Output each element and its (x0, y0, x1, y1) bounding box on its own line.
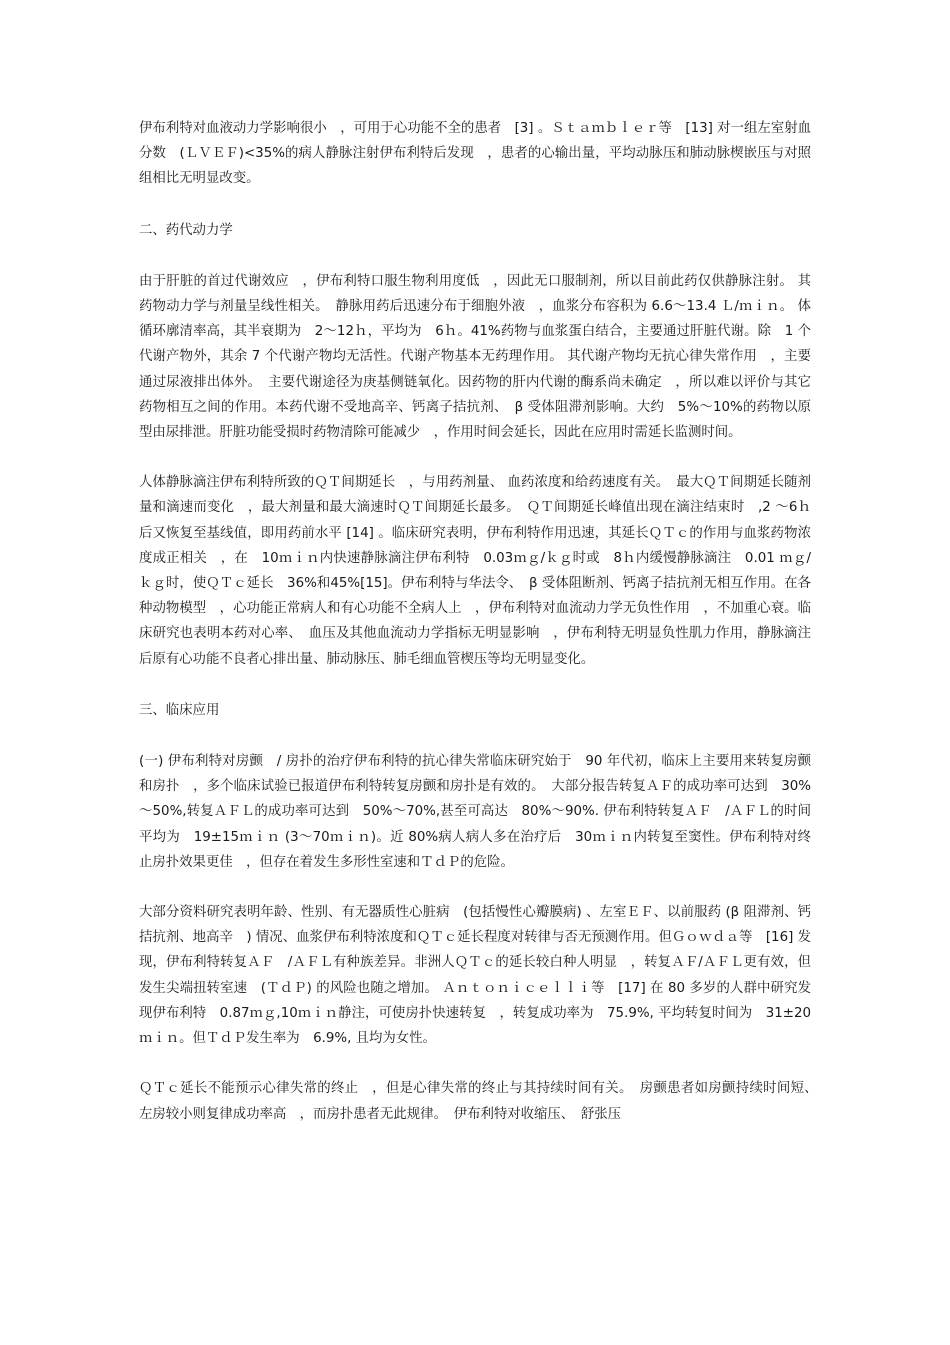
paragraph-qtc-termination: ＱＴｃ延长不能预示心律失常的终止 ，但是心律失常的终止与其持续时间有关。 房颤患者如房颤持续时间短、 左房较小则复律成功率高 ，而房扑患者无此规律。 伊布利特对收缩压、 舒张压 (139, 1081, 825, 1122)
paragraph-qt-prolongation: 人体静脉滴注伊布利特所致的ＱＴ间期延长 ，与用药剂量、 血药浓度和给药速度有关。 最大ＱＴ间期延长随剂量和滴速而变化 ，最大剂量和最大滴速时ＱＴ间期延长最多。 ＱＴ间期延长峰值出现在滴注结束时 ,2 ～6ｈ后又恢复至基线值，即用药前水平 [14] 。临床研究表明，伊布利特作用迅速，其延长ＱＴｃ的作用与血浆药物浓度成正相关 ，在 10ｍｉｎ内快速静脉滴注伊布利特 0.03ｍｇ/ｋｇ时或 8ｈ内缓慢静脉滴注 0.01 ｍｇ/ｋｇ时，使ＱＴｃ延长 36%和45%[15]。伊布利特与华法令、 β 受体阻断剂、钙离子拮抗剂无相互作用。在各种动物模型 ，心功能正常病人和有心功能不全病人上 ，伊布利特对血流动力学无负性作用 ，不加重心衰。临床研究也表明本药对心率、 血压及其他血流动力学指标无明显影响 ，伊布利特无明显负性肌力作用，静脉滴注后原有心功能不良者心排出量、肺动脉压、肺毛细血管楔压等均无明显变化。 (139, 475, 811, 667)
document-body (139, 116, 825, 1127)
paragraph-predictors: 大部分资料研究表明年龄、性别、有无器质性心脏病 (包括慢性心瓣膜病) 、左室ＥＦ、以前服药 (β 阻滞剂、钙拮抗剂、地高辛 ) 情况、血浆伊布利特浓度和ＱＴｃ延长程度对转律与否无预测作用。但Ｇｏｗｄａ等 [16] 发现，伊布利特转复ＡＦ /ＡＦＬ有种族差异。非洲人ＱＴｃ的延长较白种人明显 ，转复ＡＦ/ＡＦＬ更有效，但发生尖端扭转室速 (ＴｄＰ) 的风险也随之增加。 Ａｎｔｏｎｉｃｅｌｌｉ等 [17] 在 80 多岁的人群中研究发现伊布利特 0.87ｍｇ,10ｍｉｎ静注，可使房扑快速转复 ，转复成功率为 75.9%, 平均转复时间为 31±20ｍｉｎ。但ＴｄＰ发生率为 6.9%, 且均为女性。 (139, 905, 811, 1047)
paragraph-af-afl-treatment: (一) 伊布利特对房颤 / 房扑的治疗伊布利特的抗心律失常临床研究始于 90 年代初，临床上主要用来转复房颤和房扑 ，多个临床试验已报道伊布利特转复房颤和房扑是有效的。 大部分报告转复ＡＦ的成功率可达到 30%～50%,转复ＡＦＬ的成功率可达到 50%～70%,甚至可高达 80%～90%. 伊布利特转复ＡＦ /ＡＦＬ的时间平均为 19±15ｍｉｎ (3～70ｍｉｎ)。近 80%病人病人多在治疗后 30ｍｉｎ内转复至窦性。伊布利特对终止房扑效果更佳 ，但存在着发生多形性室速和ＴｄＰ的危险。 (139, 754, 811, 870)
section-heading-clinical-application: 三、临床应用 (139, 702, 220, 718)
paragraph-pharmacokinetics: 由于肝脏的首过代谢效应 ，伊布利特口服生物利用度低 ，因此无口服制剂，所以目前此药仅供静脉注射。 其药物动力学与剂量呈线性相关。 静脉用药后迅速分布于细胞外液 ，血浆分布容积为 6.6～13.4 Ｌ/ｍｉｎ。 体循环廓清率高，其半衰期为 2～12ｈ，平均为 6ｈ。41%药物与血浆蛋白结合，主要通过肝脏代谢。除 1 个代谢产物外，其余 7 个代谢产物均无活性。代谢产物基本无药理作用。 其代谢产物均无抗心律失常作用 ，主要通过尿液排出体外。 主要代谢途径为庚基侧链氧化。因药物的肝内代谢的酶系尚未确定 ，所以难以评价与其它药物相互之间的作用。本药代谢不受地高辛、钙离子拮抗剂、 β 受体阻滞剂影响。大约 5%～10%的药物以原型由尿排泄。肝脏功能受损时药物清除可能减少 ，作用时间会延长，因此在应用时需延长监测时间。 (139, 273, 811, 441)
paragraph-hemodynamics: 伊布利特对血液动力学影响很小 ，可用于心功能不全的患者 [3] 。Ｓｔａｍｂｌｅｒ等 [13] 对一组左室射血分数 (ＬＶＥＦ)<35%的病人静脉注射伊布利特后发现 ，患者的心输出量，平均动脉压和肺动脉楔嵌压与对照组相比无明显改变。 (139, 121, 811, 187)
section-heading-pharmacokinetics: 二、药代动力学 (139, 222, 233, 238)
